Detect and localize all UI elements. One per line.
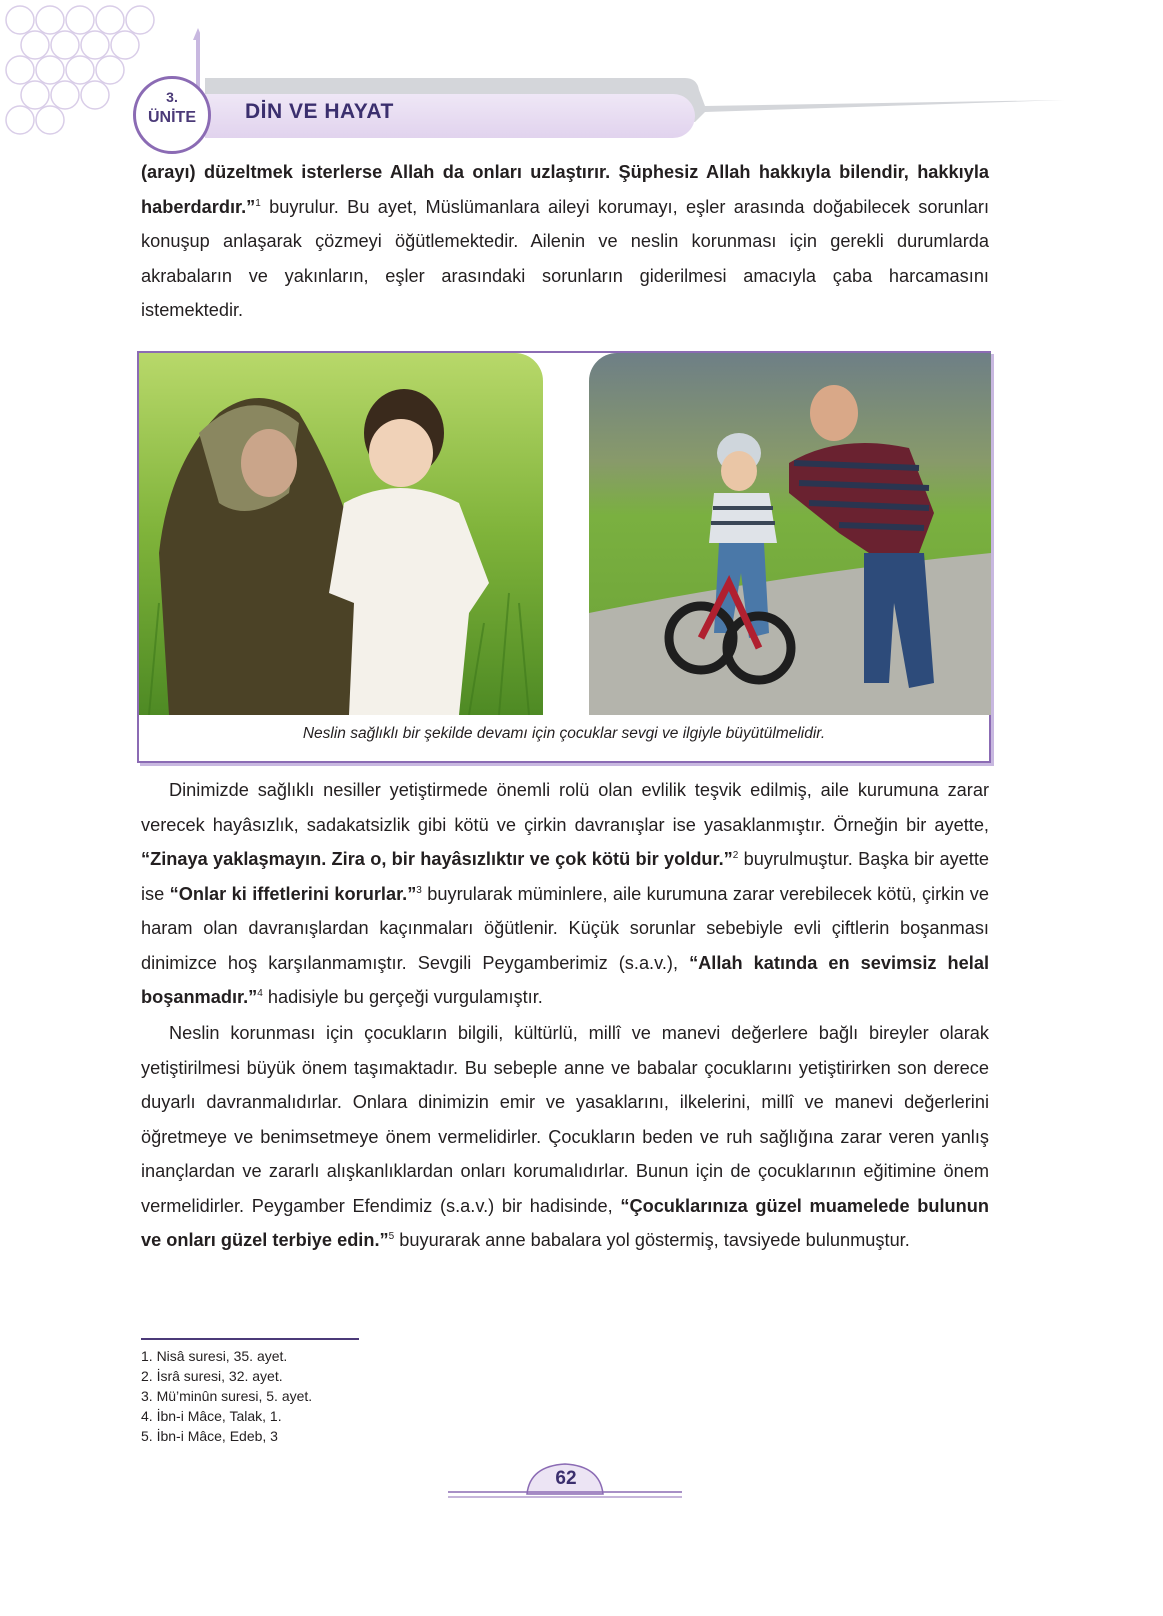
paragraph-2: [141, 773, 989, 1015]
paragraph-text: buyrularak müminlere, aile kurumuna zarar verebilecek kötü, çirkin ve haram olan davranışlardan kaçınmaları öğütlenir. Küçük sorunlar sebebiyle evli çiftlerin boşanması dinimizce hoş karşılanmamıştır. Sevgili Peygamberimiz (s.a.v.),: [141, 883, 989, 973]
footnote-item: 4. İbn-i Mâce, Talak, 1.: [141, 1408, 282, 1424]
mother-toddler-photo: [139, 353, 543, 715]
footnote-ref: 4: [257, 988, 263, 999]
footnote-item: 2. İsrâ suresi, 32. ayet.: [141, 1368, 283, 1384]
quote-bold: “Zinaya yaklaşmayın. Zira o, bir hayâsızlıktır ve çok kötü bir yoldur.”: [141, 849, 733, 869]
unit-title: DİN VE HAYAT: [245, 100, 394, 123]
footnote-item: 5. İbn-i Mâce, Edeb, 3: [141, 1428, 278, 1444]
figure-frame: [137, 351, 991, 763]
quote-bold: “Allah katında en sevimsiz helal boşanmadır.”: [141, 952, 989, 1007]
quote-bold: (arayı) düzeltmek isterlerse Allah da onları uzlaştırır. Şüphesiz Allah hakkıyla bilendir, hakkıyla haberdardır.”: [141, 162, 989, 217]
paragraph-text: buyurarak anne babalara yol göstermiş, tavsiyede bulunmuştur.: [394, 1230, 910, 1250]
paragraph-text: Dinimizde sağlıklı nesiller yetiştirmede önemli rolü olan evlilik teşvik edilmiş, aile kurumuna zarar verecek hayâsızlık, sadakatsizlik gibi kötü ve çirkin davranışlar ise yasaklanmıştır. Örneğin bir ayette,: [141, 780, 989, 835]
paragraph-text: buyrulur. Bu ayet, Müslümanlara aileyi korumayı, eşler arasında doğabilecek sorunları konuşup anlaşarak çözmeyi öğütlemektedir. Ailenin ve neslin korunması için gerekli durumlarda akrabaların ve yakınların, eşler arasındaki sorunların giderilmesi amacıyla çaba harcamasını istemektedir.: [141, 196, 989, 320]
quote-bold: “Onlar ki iffetlerini korurlar.”: [169, 883, 417, 904]
figure-caption: Neslin sağlıklı bir şekilde devamı için çocuklar sevgi ve ilgiyle büyütülmelidir.: [302, 725, 826, 742]
paragraph-text: buyrulmuştur. Başka bir ayette ise: [141, 849, 990, 904]
page-header: [0, 0, 1163, 150]
unit-number: 3.: [166, 89, 178, 105]
footnote-item: 1. Nisâ suresi, 35. ayet.: [141, 1348, 288, 1364]
footnote-ref: 2: [732, 850, 739, 861]
unit-badge: [133, 76, 211, 154]
father-child-bicycle-photo: [589, 353, 991, 715]
footnote-ref: 3: [416, 884, 422, 896]
paragraph-text: Neslin korunması için çocukların bilgili, kültürlü, millî ve manevi değerlere bağlı bireyler olarak yetiştirilmesi büyük önem taşımaktadır. Bu sebeple anne ve babalar çocuklarını yetiştirirken son derece duyarlı davranmalıdırlar. Onlara dinimizin emir ve yasaklarını, ilkelerini, millî ve manevi değerlerini öğretmeye ve benimsetmeye önem vermelidirler. Çocukların beden ve ruh sağlığına zarar veren yanlış inançlardan ve zararlı alışkanlıklardan onları korumalıdırlar. Bunun için de çocuklarının eğitimine önem vermelidirler. Peygamber Efendimiz (s.a.v.) bir hadisinde,: [141, 1023, 989, 1216]
footnote-ref: 5: [388, 1231, 395, 1242]
unit-word: ÜNİTE: [148, 109, 196, 126]
paragraph-3: [141, 1016, 989, 1258]
footnote-item: 3. Mü’minûn suresi, 5. ayet.: [141, 1388, 313, 1404]
footnote-ref: 1: [255, 197, 261, 209]
footnote-divider: [141, 1338, 359, 1340]
footnotes-list: [141, 1346, 312, 1446]
paragraph-text: hadisiyle bu gerçeği vurgulamıştır.: [262, 987, 543, 1007]
paragraph-1: [141, 155, 989, 328]
quote-bold: “Çocuklarınıza güzel muamelede bulunun ve onları güzel terbiye edin.”: [141, 1195, 989, 1250]
page-number: 62: [555, 1468, 577, 1489]
